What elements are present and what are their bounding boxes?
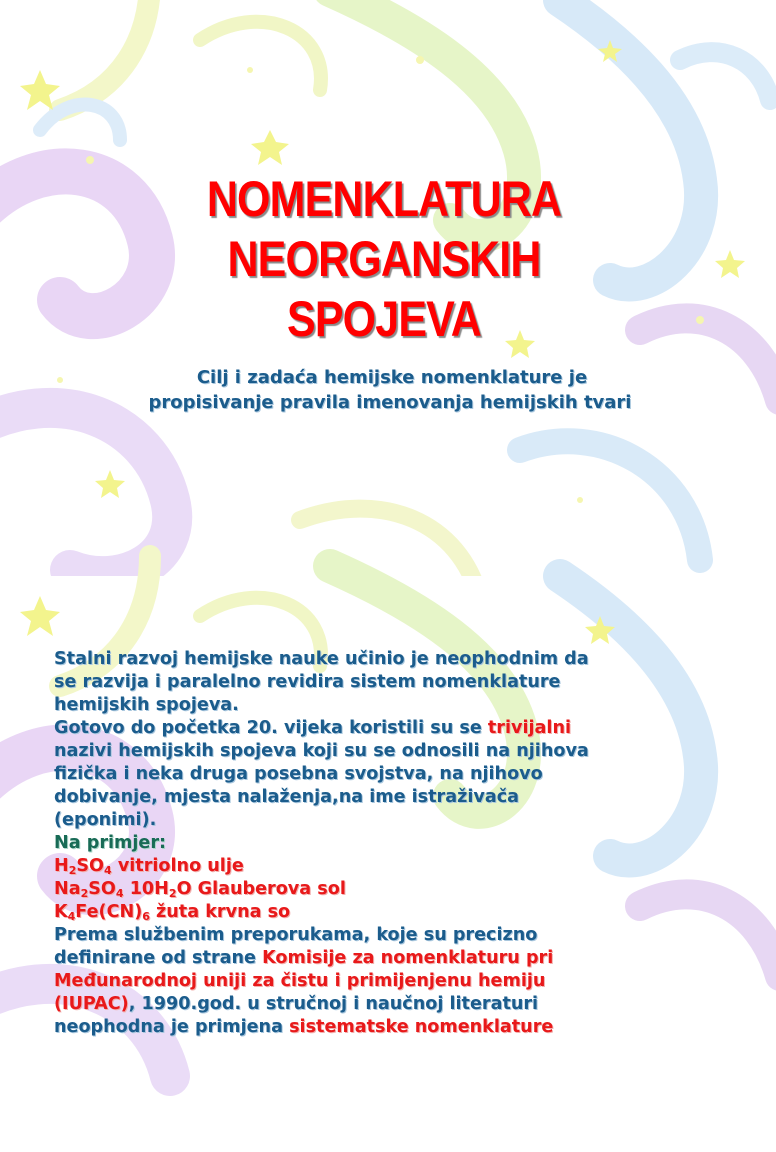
text-line: hemijskih spojeva. [54,695,239,715]
highlight-commission: Komisije za nomenklaturu pri [262,948,554,968]
text-line: Međunarodnoj uniji za čistu i primijenjenu hemiju [54,971,546,991]
subtitle-line-2: propisivanje pravila imenovanja hemijskih tvari [148,392,632,413]
title-line-2: NEORGANSKIH [227,231,541,287]
ribbon-background [0,0,768,576]
text-line: definirane od strane Komisije za nomenklaturu pri [54,948,554,968]
example-formula-2: $Na_2SO_4$ $10H_2O$ Glauberova sol [54,879,346,900]
example-formula-1: $H_2SO_4$ vitriolno ulje [54,856,244,877]
highlight-trivial: trivijalni [487,718,571,738]
title-line-3: SPOJEVA [287,291,481,347]
subtitle-line-1: Cilj i zadaća hemijske nomenklature je [196,367,588,388]
slide-content [0,576,768,1037]
highlight-systematic: sistematske nomenklature [289,1017,554,1037]
text-line: Prema službenim preporukama, koje su precizno [54,925,538,945]
example-formula-3: $K_4Fe(CN)_6$ žuta krvna so [54,902,291,923]
text-line: fizička i neka druga posebna svojstva, na njihovo [54,764,543,784]
highlight-iupac: (IUPAC) [54,994,129,1014]
text-line: neophodna je primjena sistematske nomenklature [54,1017,554,1037]
example-label: Na primjer: [54,833,167,853]
body-text [54,648,754,1039]
title-line-1: NOMENKLATURA [206,171,562,227]
text-line: (eponimi). [54,810,157,830]
text-line: (IUPAC), 1990.god. u stručnoj i naučnoj literaturi [54,994,539,1014]
text-line: dobivanje, mjesta nalaženja,na ime istraživača [54,787,520,807]
text-line: nazivi hemijskih spojeva koji su se odnosili na njihova [54,741,589,761]
text-line [54,717,754,740]
text-line: Stalni razvoj hemijske nauke učinio je neophodnim da [54,649,589,669]
slide-title [0,0,768,576]
text-segment: Gotovo do početka 20. vijeka koristili su se [54,718,488,738]
text-line: se razvija i paralelno revidira sistem nomenklature [54,672,561,692]
